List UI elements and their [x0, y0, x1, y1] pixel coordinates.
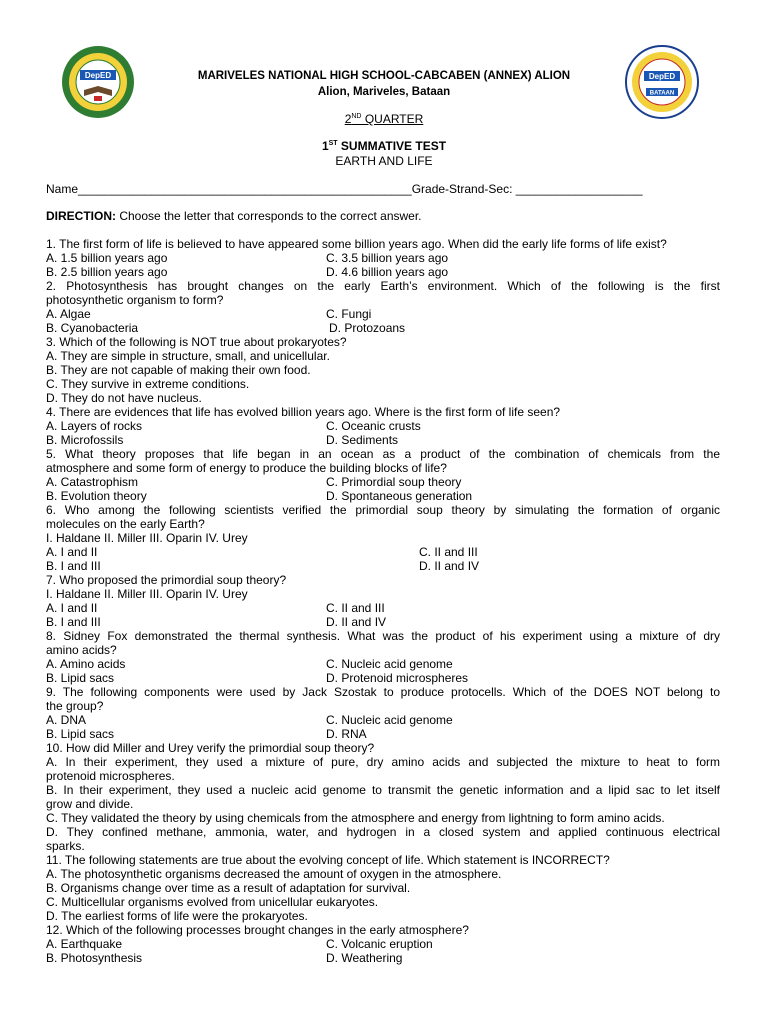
- test-body: [46, 182, 720, 965]
- q10-option-b: B. In their experiment, they used a nucleic acid genome to transmit the genetic information and a lipid sac to let itself: [46, 783, 720, 797]
- question-1: 1. The first form of life is believed to have appeared some billion years ago. When did the early life forms of life exist?: [46, 237, 667, 251]
- q8-options-row1: A. Amino acids C. Nucleic acid genome: [46, 657, 453, 671]
- q2-options-row1: A. Algae C. Fungi: [46, 307, 372, 321]
- q10-option-a-cont: protenoid microspheres.: [46, 769, 175, 783]
- question-12: 12. Which of the following processes brought changes in the early atmosphere?: [46, 923, 469, 937]
- q8-options-row2: B. Lipid sacs D. Protenoid microspheres: [46, 671, 469, 685]
- name-grade-line: Name__________________________________________________Grade-Strand-Sec: ___________________: [46, 182, 643, 196]
- q12-options-row1: A. Earthquake C. Volcanic eruption: [46, 937, 433, 951]
- q4-options-row1: A. Layers of rocks C. Oceanic crusts: [46, 419, 421, 433]
- test-title: [0, 139, 768, 169]
- q11-option-c: C. Multicellular organisms evolved from unicellular eukaryotes.: [46, 895, 379, 909]
- svg-text:BATAAN: BATAAN: [649, 90, 675, 97]
- q6-options-row2: B. I and III D. II and IV: [46, 559, 480, 573]
- q3-option-b: B. They are not capable of making their own food.: [46, 363, 311, 377]
- question-2-cont: photosynthetic organism to form?: [46, 293, 224, 307]
- q10-option-c: C. They validated the theory by using chemicals from the atmosphere and energy from lightning to form amino acids.: [46, 811, 665, 825]
- subject-name: EARTH AND LIFE: [335, 154, 433, 168]
- q6-options-row1: A. I and II C. II and III: [46, 545, 478, 559]
- question-8: 8. Sidney Fox demonstrated the thermal synthesis. What was the product of his experiment using a mixture of dry: [46, 629, 720, 643]
- q3-option-a: A. They are simple in structure, small, and unicellular.: [46, 349, 330, 363]
- question-8-cont: amino acids?: [46, 643, 117, 657]
- question-6: 6. Who among the following scientists verified the primordial soup theory by simulating the formation of organic: [46, 503, 720, 517]
- question-11: 11. The following statements are true about the evolving concept of life. Which statement is INCORRECT?: [46, 853, 610, 867]
- q3-option-c: C. They survive in extreme conditions.: [46, 377, 250, 391]
- q1-options-row1: A. 1.5 billion years ago C. 3.5 billion years ago: [46, 251, 449, 265]
- question-5: 5. What theory proposes that life began in an ocean as a product of the combination of chemicals from the: [46, 447, 720, 461]
- q12-options-row2: B. Photosynthesis D. Weathering: [46, 951, 403, 965]
- question-3: 3. Which of the following is NOT true about prokaryotes?: [46, 335, 347, 349]
- question-10: 10. How did Miller and Urey verify the primordial soup theory?: [46, 741, 375, 755]
- question-9-cont: the group?: [46, 699, 104, 713]
- test-name: 1ST SUMMATIVE TEST: [321, 139, 447, 153]
- q11-option-d: D. The earliest forms of life were the prokaryotes.: [46, 909, 308, 923]
- school-name: MARIVELES NATIONAL HIGH SCHOOL-CABCABEN (ANNEX) ALION: [197, 70, 571, 82]
- question-5-cont: atmosphere and some form of energy to produce the building blocks of life?: [46, 461, 447, 475]
- quarter-label: 2ND QUARTER: [344, 112, 424, 126]
- direction-line: DIRECTION: Choose the letter that corresponds to the correct answer.: [46, 209, 422, 223]
- q5-options-row1: A. Catastrophism C. Primordial soup theory: [46, 475, 462, 489]
- q9-options-row1: A. DNA C. Nucleic acid genome: [46, 713, 453, 727]
- q10-option-d: D. They confined methane, ammonia, water, and hydrogen in a closed system and applied continuous electrical: [46, 825, 720, 839]
- svg-text:DepED: DepED: [648, 72, 676, 81]
- question-6-cont: molecules on the early Earth?: [46, 517, 205, 531]
- school-address: Alion, Mariveles, Bataan: [317, 86, 451, 98]
- q7-choices: I. Haldane II. Miller III. Oparin IV. Urey: [46, 587, 248, 601]
- q6-choices: I. Haldane II. Miller III. Oparin IV. Urey: [46, 531, 248, 545]
- q1-options-row2: B. 2.5 billion years ago D. 4.6 billion years ago: [46, 265, 449, 279]
- q7-options-row1: A. I and II C. II and III: [46, 601, 385, 615]
- q3-option-d: D. They do not have nucleus.: [46, 391, 202, 405]
- q2-options-row2: B. Cyanobacteria D. Protozoans: [46, 321, 406, 335]
- q5-options-row2: B. Evolution theory D. Spontaneous generation: [46, 489, 473, 503]
- q10-option-d-cont: sparks.: [46, 839, 85, 853]
- q7-options-row2: B. I and III D. II and IV: [46, 615, 387, 629]
- q9-options-row2: B. Lipid sacs D. RNA: [46, 727, 367, 741]
- q10-option-a: A. In their experiment, they used a mixture of pure, dry amino acids and subjected the mixture to heat to form: [46, 755, 720, 769]
- school-header: [0, 68, 768, 100]
- question-4: 4. There are evidences that life has evolved billion years ago. Where is the first form of life seen?: [46, 405, 561, 419]
- question-2: 2. Photosynthesis has brought changes on the early Earth’s environment. Which of the following is the first: [46, 279, 720, 293]
- q4-options-row2: B. Microfossils D. Sediments: [46, 433, 399, 447]
- q10-option-b-cont: grow and divide.: [46, 797, 134, 811]
- svg-text:DepED: DepED: [84, 71, 112, 80]
- q11-option-a: A. The photosynthetic organisms decreased the amount of oxygen in the atmosphere.: [46, 867, 502, 881]
- question-9: 9. The following components were used by Jack Szostak to produce protocells. Which of the DOES NOT belong to: [46, 685, 720, 699]
- question-7: 7. Who proposed the primordial soup theory?: [46, 573, 287, 587]
- q11-option-b: B. Organisms change over time as a result of adaptation for survival.: [46, 881, 411, 895]
